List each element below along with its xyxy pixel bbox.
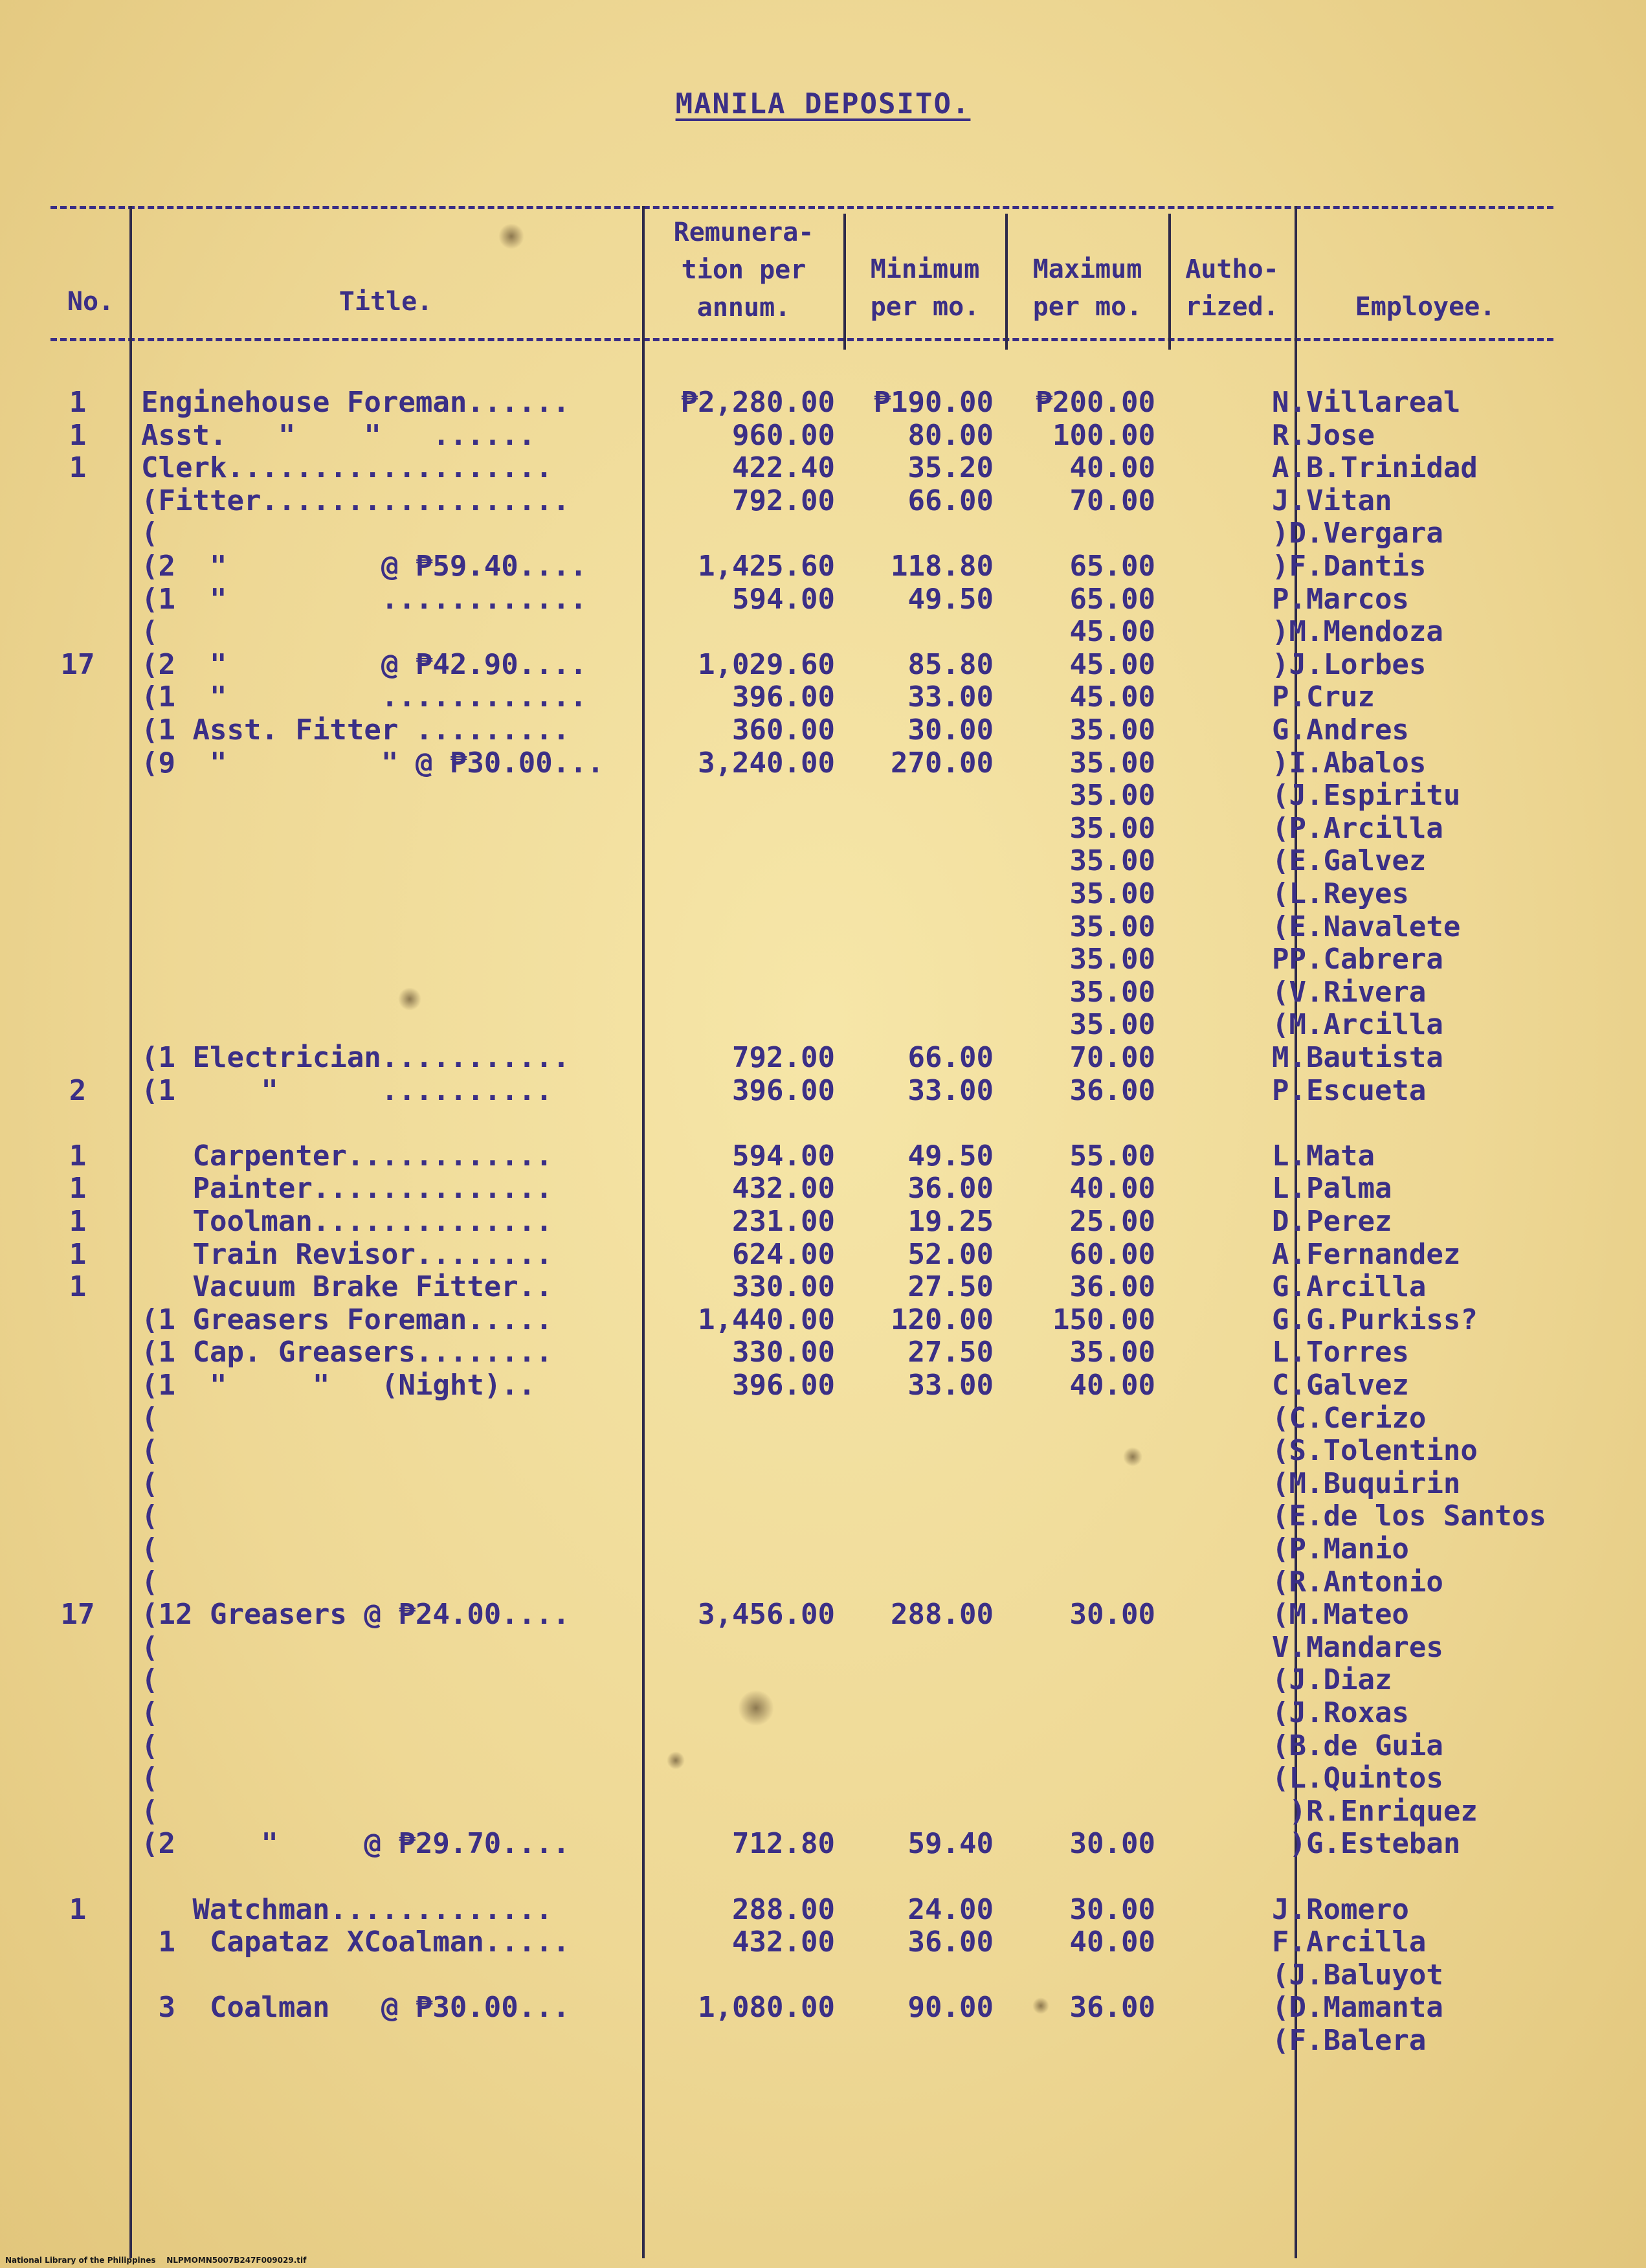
table-row [0, 911, 1646, 943]
row-number: 1 [69, 1892, 87, 1926]
row-employee: J.Romero [1272, 1893, 1409, 1926]
row-title: (1 " ............ [141, 681, 587, 714]
row-employee: L.Torres [1272, 1336, 1409, 1369]
row-number: 1 [69, 1139, 87, 1173]
row-title: ( [141, 1729, 159, 1762]
table-row [0, 681, 1646, 713]
header-authorized: Autho- rized. [1185, 254, 1279, 322]
row-employee: )J.Lorbes [1272, 648, 1427, 681]
row-maximum: 35.00 [1069, 877, 1155, 910]
row-maximum: 35.00 [1069, 1008, 1155, 1042]
table-row [0, 1173, 1646, 1205]
table-row [0, 1500, 1646, 1533]
row-title: ( [141, 1435, 159, 1468]
row-remuneration: 712.80 [732, 1827, 835, 1861]
row-remuneration: 960.00 [732, 418, 835, 452]
row-title: (1 Greasers Foreman..... [141, 1303, 553, 1336]
row-maximum: 35.00 [1069, 713, 1155, 747]
table-row [0, 387, 1646, 419]
row-employee: (J.Roxas [1272, 1697, 1409, 1729]
row-employee: (J.Espiritu [1272, 780, 1461, 813]
row-employee: L.Palma [1272, 1173, 1392, 1206]
table-row [0, 1697, 1646, 1729]
row-remuneration: 1,029.60 [698, 647, 835, 681]
table-row [0, 1894, 1646, 1926]
row-title: (1 " ............ [141, 583, 587, 616]
row-title: (9 " " @ ₱30.00... [141, 747, 605, 780]
row-number: 1 [69, 1237, 87, 1271]
table-row [0, 452, 1646, 484]
header-minimum: Minimum per mo. [870, 254, 980, 322]
row-remuneration: 432.00 [732, 1926, 835, 1959]
row-employee: M.Bautista [1272, 1042, 1443, 1074]
row-minimum: 24.00 [907, 1892, 994, 1926]
row-remuneration: 422.40 [732, 451, 835, 485]
row-number: 17 [60, 1598, 95, 1632]
table-row [0, 2025, 1646, 2057]
row-number: 17 [60, 647, 95, 681]
row-employee: (M.Buquirin [1272, 1467, 1461, 1500]
table-row [0, 1926, 1646, 1959]
row-employee: G.G.Purkiss? [1272, 1303, 1478, 1336]
row-title: 1 Capataz XCoalman..... [141, 1926, 570, 1959]
row-employee: G.Arcilla [1272, 1271, 1427, 1304]
row-remuneration: 1,425.60 [698, 550, 835, 583]
table-row [0, 1304, 1646, 1336]
row-minimum: 35.20 [907, 451, 994, 485]
table-row [0, 780, 1646, 812]
table-row [0, 1140, 1646, 1173]
row-employee: (R.Antonio [1272, 1566, 1443, 1599]
row-remuneration: 432.00 [732, 1172, 835, 1206]
header-employee: Employee. [1355, 292, 1496, 322]
row-remuneration: 231.00 [732, 1205, 835, 1238]
row-minimum: 33.00 [907, 1369, 994, 1402]
row-minimum: 85.80 [907, 647, 994, 681]
row-employee: )R.Enriquez [1272, 1795, 1478, 1828]
row-employee: C.Galvez [1272, 1369, 1409, 1402]
row-remuneration: 792.00 [732, 1041, 835, 1074]
table-row [0, 1795, 1646, 1828]
row-maximum: 45.00 [1069, 680, 1155, 714]
row-employee: D.Perez [1272, 1206, 1392, 1238]
row-employee: P.Marcos [1272, 583, 1409, 616]
row-maximum: 35.00 [1069, 910, 1155, 943]
row-title: Toolman.............. [141, 1206, 553, 1238]
row-maximum: 25.00 [1069, 1205, 1155, 1238]
table-row [0, 583, 1646, 616]
row-maximum: 45.00 [1069, 615, 1155, 649]
row-minimum: 27.50 [907, 1336, 994, 1369]
row-number: 1 [69, 418, 87, 452]
row-maximum: ₱200.00 [1035, 386, 1155, 419]
table-row [0, 1861, 1646, 1893]
table-row [0, 616, 1646, 648]
row-maximum: 150.00 [1052, 1303, 1155, 1336]
row-remuneration: 330.00 [732, 1270, 835, 1304]
row-employee: L.Mata [1272, 1140, 1375, 1173]
row-minimum: 36.00 [907, 1926, 994, 1959]
row-minimum: ₱190.00 [873, 386, 994, 419]
row-title: ( [141, 1631, 159, 1664]
row-employee: (M.Arcilla [1272, 1009, 1443, 1042]
row-title: Train Revisor........ [141, 1238, 553, 1271]
row-employee: V.Mandares [1272, 1631, 1443, 1664]
row-employee: N.Villareal [1272, 387, 1461, 419]
table-row [0, 1206, 1646, 1238]
table-row [0, 1271, 1646, 1303]
row-minimum: 288.00 [891, 1598, 994, 1632]
row-employee: A.B.Trinidad [1272, 452, 1478, 485]
row-maximum: 40.00 [1069, 451, 1155, 485]
row-employee: P.Escueta [1272, 1074, 1427, 1107]
row-employee: )D.Vergara [1272, 517, 1443, 550]
row-minimum: 30.00 [907, 713, 994, 747]
row-employee: (E.Navalete [1272, 910, 1461, 943]
row-title: (1 " .......... [141, 1074, 553, 1107]
table-row [0, 1566, 1646, 1599]
table-row [0, 976, 1646, 1009]
row-maximum: 70.00 [1069, 484, 1155, 517]
table-row [0, 878, 1646, 910]
row-employee: F.Arcilla [1272, 1926, 1427, 1959]
row-employee: )F.Dantis [1272, 550, 1427, 583]
row-remuneration: 624.00 [732, 1237, 835, 1271]
row-maximum: 35.00 [1069, 844, 1155, 878]
table-row [0, 714, 1646, 747]
row-minimum: 36.00 [907, 1172, 994, 1206]
table-row [0, 1730, 1646, 1762]
header-bottom-rule [50, 338, 1553, 341]
row-minimum: 66.00 [907, 1041, 994, 1074]
row-minimum: 120.00 [891, 1303, 994, 1336]
row-employee: A.Fernandez [1272, 1238, 1461, 1271]
row-maximum: 35.00 [1069, 943, 1155, 976]
stain [498, 223, 524, 249]
table-row [0, 845, 1646, 877]
row-employee: (E.de los Santos [1272, 1500, 1546, 1533]
row-title: ( [141, 1566, 159, 1599]
row-maximum: 30.00 [1069, 1827, 1155, 1861]
row-title: (1 Electrician........... [141, 1042, 570, 1074]
row-minimum: 33.00 [907, 680, 994, 714]
row-number: 1 [69, 1205, 87, 1238]
table-row [0, 1632, 1646, 1664]
row-employee: )I.Abalos [1272, 747, 1427, 780]
row-minimum: 27.50 [907, 1270, 994, 1304]
row-title: Vacuum Brake Fitter.. [141, 1271, 553, 1304]
row-title: ( [141, 517, 159, 550]
row-employee: (L.Quintos [1272, 1762, 1443, 1795]
row-title: Watchman............. [141, 1893, 553, 1926]
row-remuneration: 360.00 [732, 713, 835, 747]
row-number: 2 [69, 1073, 87, 1107]
row-maximum: 35.00 [1069, 1336, 1155, 1369]
row-title: (2 " @ ₱42.90.... [141, 648, 587, 681]
row-remuneration: 396.00 [732, 680, 835, 714]
table-row [0, 550, 1646, 583]
row-number: 1 [69, 386, 87, 419]
row-employee: (F.Balera [1272, 2025, 1427, 2057]
table-row [0, 517, 1646, 550]
row-remuneration: 3,456.00 [698, 1598, 835, 1632]
row-title: 3 Coalman @ ₱30.00... [141, 1992, 570, 2025]
row-title: ( [141, 1467, 159, 1500]
header-maximum: Maximum per mo. [1032, 254, 1142, 322]
row-maximum: 70.00 [1069, 1041, 1155, 1074]
row-title: (1 " " (Night).. [141, 1369, 536, 1402]
table-row [0, 1435, 1646, 1467]
row-employee: (S.Tolentino [1272, 1435, 1478, 1468]
row-maximum: 65.00 [1069, 550, 1155, 583]
row-employee: (D.Mamanta [1272, 1992, 1443, 2025]
row-maximum: 100.00 [1052, 418, 1155, 452]
row-minimum: 49.50 [907, 1139, 994, 1173]
row-maximum: 40.00 [1069, 1369, 1155, 1402]
table-row [0, 1533, 1646, 1566]
header-no: No. [67, 287, 115, 317]
header-title: Title. [339, 287, 433, 317]
row-employee: G.Andres [1272, 714, 1409, 747]
row-employee: (V.Rivera [1272, 976, 1427, 1009]
row-maximum: 35.00 [1069, 779, 1155, 813]
table-row [0, 1239, 1646, 1271]
table-row [0, 485, 1646, 517]
table-row [0, 1336, 1646, 1369]
row-remuneration: 1,080.00 [698, 1991, 835, 2025]
row-maximum: 60.00 [1069, 1237, 1155, 1271]
row-maximum: 36.00 [1069, 1073, 1155, 1107]
row-title: (2 " @ ₱59.40.... [141, 550, 587, 583]
row-maximum: 65.00 [1069, 582, 1155, 616]
footer-caption: National Library of the Philippines NLPMOMN5007B247F009029.tif [5, 2256, 307, 2265]
row-maximum: 40.00 [1069, 1172, 1155, 1206]
table-row [0, 1402, 1646, 1435]
row-employee: (P.Manio [1272, 1533, 1409, 1566]
row-employee: )G.Esteban [1272, 1828, 1461, 1861]
row-maximum: 40.00 [1069, 1926, 1155, 1959]
row-minimum: 80.00 [907, 418, 994, 452]
row-title: ( [141, 1795, 159, 1828]
table-row [0, 1828, 1646, 1860]
row-employee: (B.de Guia [1272, 1729, 1443, 1762]
row-title: ( [141, 1500, 159, 1533]
table-row [0, 943, 1646, 976]
row-employee: R.Jose [1272, 419, 1375, 452]
row-minimum: 90.00 [907, 1991, 994, 2025]
row-number: 1 [69, 1270, 87, 1304]
row-minimum: 270.00 [891, 746, 994, 780]
row-title: Clerk................... [141, 452, 553, 485]
table-row [0, 747, 1646, 780]
row-maximum: 45.00 [1069, 647, 1155, 681]
row-title: (12 Greasers @ ₱24.00.... [141, 1599, 570, 1632]
row-title: (2 " @ ₱29.70.... [141, 1828, 570, 1861]
row-minimum: 19.25 [907, 1205, 994, 1238]
row-employee: (M.Mateo [1272, 1599, 1409, 1632]
table-row [0, 1075, 1646, 1107]
row-minimum: 59.40 [907, 1827, 994, 1861]
row-remuneration: 3,240.00 [698, 746, 835, 780]
row-title: Painter.............. [141, 1173, 553, 1206]
row-title: Enginehouse Foreman...... [141, 387, 570, 419]
row-title: ( [141, 1402, 159, 1435]
row-employee: J.Vitan [1272, 484, 1392, 517]
row-minimum: 118.80 [891, 550, 994, 583]
row-remuneration: 792.00 [732, 484, 835, 517]
table-row [0, 649, 1646, 681]
row-maximum: 35.00 [1069, 746, 1155, 780]
row-employee: (E.Galvez [1272, 845, 1427, 878]
row-employee: (J.Baluyot [1272, 1959, 1443, 1992]
row-employee: (P.Arcilla [1272, 812, 1443, 845]
row-remuneration: 1,440.00 [698, 1303, 835, 1336]
row-remuneration: 594.00 [732, 582, 835, 616]
row-number: 1 [69, 1172, 87, 1206]
row-title: (Fitter.................. [141, 484, 570, 517]
row-maximum: 36.00 [1069, 1270, 1155, 1304]
document-title: MANILA DEPOSITO. [675, 87, 971, 120]
row-remuneration: 594.00 [732, 1139, 835, 1173]
row-remuneration: 288.00 [732, 1892, 835, 1926]
row-title: Asst. " " ...... [141, 419, 536, 452]
row-minimum: 52.00 [907, 1237, 994, 1271]
row-remuneration: ₱2,280.00 [680, 386, 835, 419]
row-maximum: 55.00 [1069, 1139, 1155, 1173]
table-row [0, 1959, 1646, 1992]
table-row [0, 1664, 1646, 1696]
row-employee: (J.Diaz [1272, 1664, 1392, 1697]
row-title: (1 Cap. Greasers........ [141, 1336, 553, 1369]
row-title: ( [141, 616, 159, 649]
table-row [0, 1599, 1646, 1631]
header-remuneration: Remunera- tion per annum. [673, 218, 814, 322]
table-row [0, 1762, 1646, 1795]
row-number: 1 [69, 451, 87, 485]
row-remuneration: 396.00 [732, 1073, 835, 1107]
header-top-rule [50, 206, 1553, 209]
row-title: ( [141, 1664, 159, 1697]
row-maximum: 35.00 [1069, 975, 1155, 1009]
row-title: Carpenter............ [141, 1140, 553, 1173]
row-employee: P.Cruz [1272, 681, 1375, 714]
row-maximum: 30.00 [1069, 1892, 1155, 1926]
table-row [0, 1042, 1646, 1074]
table-row [0, 813, 1646, 845]
table-row [0, 1468, 1646, 1500]
row-minimum: 66.00 [907, 484, 994, 517]
row-maximum: 36.00 [1069, 1991, 1155, 2025]
row-title: ( [141, 1533, 159, 1566]
row-remuneration: 396.00 [732, 1369, 835, 1402]
table-row [0, 420, 1646, 452]
row-title: (1 Asst. Fitter ......... [141, 714, 570, 747]
row-minimum: 33.00 [907, 1073, 994, 1107]
table-row [0, 1992, 1646, 2024]
row-title: ( [141, 1697, 159, 1729]
row-employee: (L.Reyes [1272, 878, 1409, 910]
row-title: ( [141, 1762, 159, 1795]
table-row [0, 1369, 1646, 1402]
row-employee: PP.Cabrera [1272, 943, 1443, 976]
row-remuneration: 330.00 [732, 1336, 835, 1369]
table-row [0, 1107, 1646, 1140]
row-maximum: 35.00 [1069, 811, 1155, 845]
row-minimum: 49.50 [907, 582, 994, 616]
row-employee: )M.Mendoza [1272, 616, 1443, 649]
table-row [0, 1009, 1646, 1041]
row-employee: (C.Cerizo [1272, 1402, 1427, 1435]
row-maximum: 30.00 [1069, 1598, 1155, 1632]
